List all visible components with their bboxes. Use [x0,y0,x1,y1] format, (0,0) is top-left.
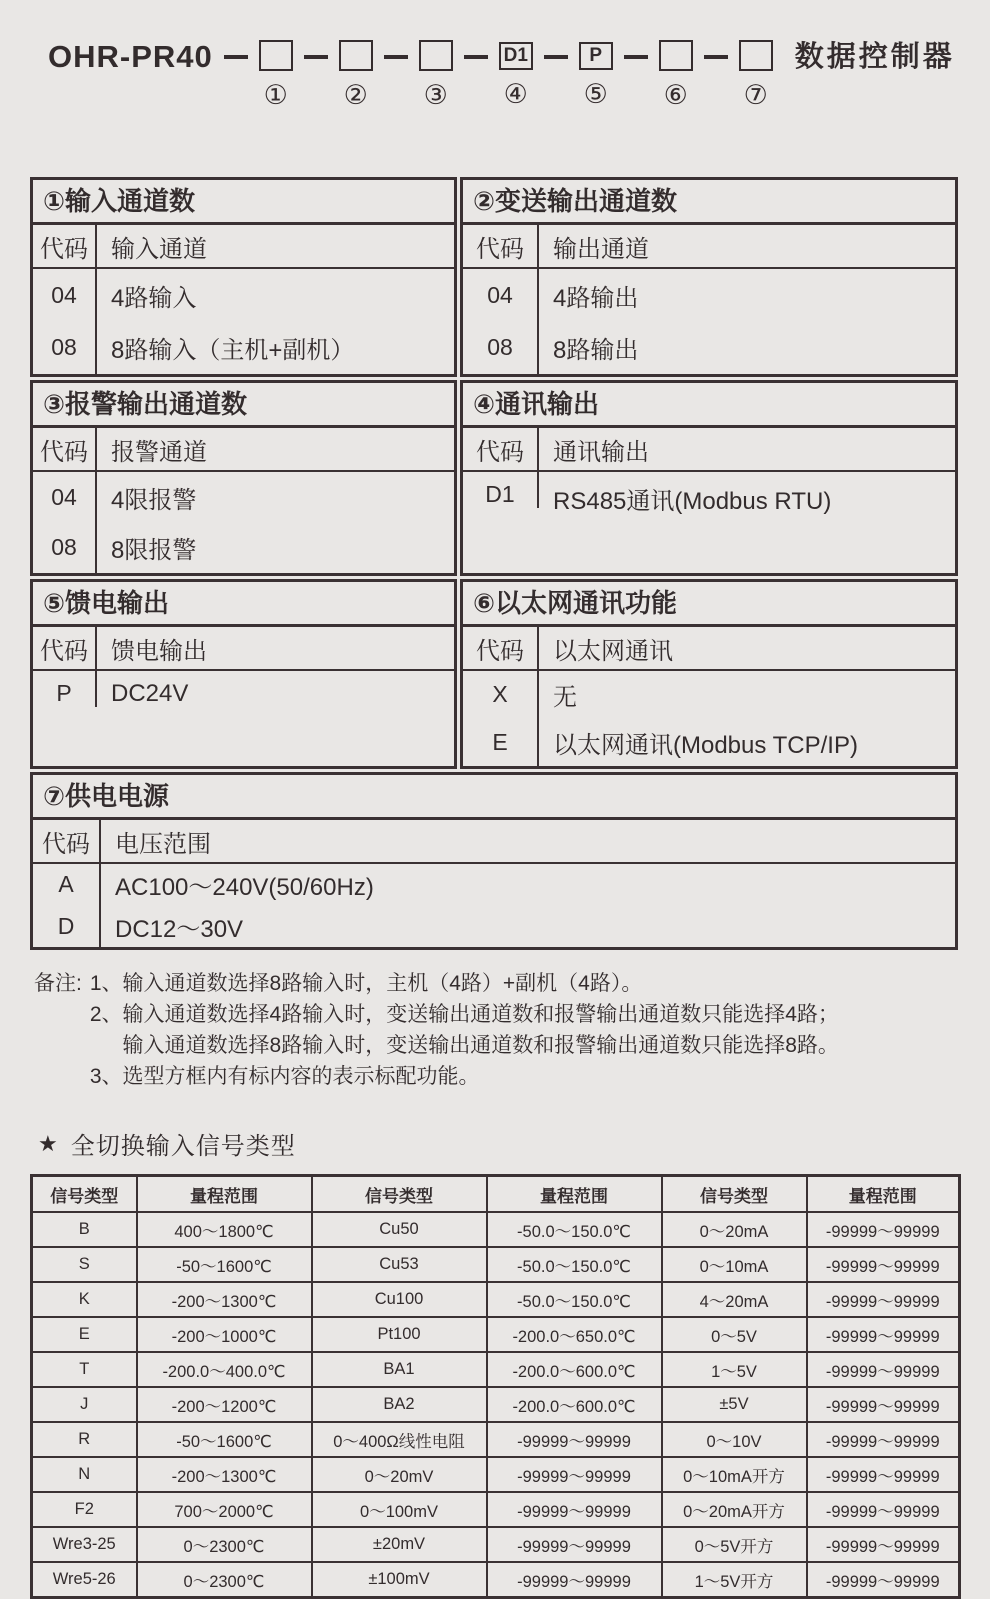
section-col-header: 电压范围 [115,830,211,858]
section-data-row [463,269,955,322]
section-title: ⑥以太网通讯功能 [463,582,955,627]
section [460,380,958,576]
signal-cell: -99999～99999 [487,1492,662,1527]
option-code: E [463,719,539,767]
section-col-header: 以太网通讯 [553,637,673,665]
signal-cell: -99999～99999 [807,1317,960,1352]
signal-cell: Wre5-26 [32,1562,137,1598]
signal-cell: 0～20mA开方 [662,1492,807,1527]
table-row [32,1457,960,1492]
signal-cell: -200.0～600.0℃ [487,1352,662,1387]
option-code: P [33,671,97,707]
section-body [463,269,955,374]
section-code-header: 代码 [33,225,97,267]
star-icon: ★ [38,1130,59,1156]
section-col-header: 输入通道 [111,235,207,263]
signal-cell: T [32,1352,137,1387]
signal-header-cell: 量程范围 [137,1176,312,1213]
section-title: ⑦供电电源 [33,775,955,820]
section-data-row [463,719,955,767]
section-code-header: 代码 [463,627,539,669]
signal-cell: 1～5V [662,1352,807,1387]
model-slot [373,40,453,109]
model-box-column [259,40,293,109]
signal-cell: Wre3-25 [32,1527,137,1562]
model-box-column [419,40,453,109]
signal-cell: -200.0～600.0℃ [487,1387,662,1422]
section-body [33,472,454,573]
signal-cell: -99999～99999 [487,1422,662,1457]
section-code-header: 代码 [33,820,101,862]
note-line: 输入通道数选择4路输入时，变送输出通道数和报警输出通道数只能选择4路； [122,1003,839,1026]
model-box-empty [659,40,693,71]
signal-header-cell: 信号类型 [662,1176,807,1213]
signal-cell: -200～1300℃ [137,1282,312,1317]
note-number: 3、 [89,1065,123,1088]
section [30,772,958,950]
option-description: 4路输出 [553,284,639,312]
signal-cell: -99999～99999 [807,1352,960,1387]
signal-cell: J [32,1387,137,1422]
option-description: 8路输出 [553,337,639,365]
signal-cell: -99999～99999 [807,1457,960,1492]
model-box-filled: P [579,42,613,70]
signal-cell: -99999～99999 [807,1247,960,1282]
section-header-row [463,225,955,269]
section [460,177,958,377]
section-data-row [33,269,454,322]
signal-cell: -50.0～150.0℃ [487,1282,662,1317]
signal-cell: -99999～99999 [807,1387,960,1422]
note-number: 2、 [89,1003,123,1026]
option-description: 无 [553,684,577,712]
option-code: 04 [33,472,97,523]
section-code-header: 代码 [33,428,97,470]
section-header-row [33,225,454,269]
model-slot [213,40,293,109]
option-code: X [463,671,539,719]
signal-cell: Cu50 [312,1212,487,1247]
table-row [32,1492,960,1527]
section-code-header: 代码 [463,428,539,470]
option-description: 8限报警 [111,537,197,565]
section-data-row [33,322,454,375]
slot-number: ⑦ [743,80,768,110]
dash-icon [304,55,328,59]
option-code: 04 [33,269,97,322]
signal-cell: 0～10mA开方 [662,1457,807,1492]
section-body [33,269,454,374]
slot-number: ③ [423,80,448,110]
section [460,579,958,769]
signal-section-title [38,1126,296,1161]
dash-icon [224,55,248,59]
dash-icon [464,55,488,59]
signal-cell: -99999～99999 [487,1527,662,1562]
section-body [463,472,955,573]
model-slot [453,40,533,109]
model-box-filled: D1 [499,42,533,70]
model-box-column [339,40,373,109]
signal-cell: 0～100mV [312,1492,487,1527]
signal-header-row [32,1176,960,1213]
table-row [32,1387,960,1422]
slot-number: ⑥ [663,80,688,110]
signal-cell: B [32,1212,137,1247]
dash-icon [704,55,728,59]
signal-title-text: 全切换输入信号类型 [70,1133,296,1160]
option-description: RS485通讯(Modbus RTU) [553,488,832,515]
slot-number: ⑤ [583,79,608,109]
signal-table-body [32,1212,960,1598]
section-header-row [33,627,454,671]
model-slots [213,40,773,109]
signal-cell: 1～5V开方 [662,1562,807,1598]
model-prefix: OHR-PR40 [48,39,213,74]
signal-cell: BA1 [312,1352,487,1387]
note-lines [123,968,643,999]
model-box-column [659,40,693,109]
option-code: 08 [463,322,539,375]
dash-icon [384,55,408,59]
signal-cell: ±5V [662,1387,807,1422]
selection-grid [30,177,958,950]
section-header-row [33,820,955,864]
signal-cell: -50.0～150.0℃ [487,1247,662,1282]
option-code: D1 [463,472,539,508]
signal-cell: -99999～99999 [487,1562,662,1598]
signal-cell: 700～2000℃ [137,1492,312,1527]
section-title: ⑤馈电输出 [33,582,454,627]
signal-cell: -50.0～150.0℃ [487,1212,662,1247]
model-box-empty [259,40,293,71]
model-box-column [579,40,613,108]
signal-header-cell: 信号类型 [32,1176,137,1213]
section-data-row [463,472,955,573]
dash-icon [624,55,648,59]
section-header-row [463,627,955,671]
signal-cell: Cu100 [312,1282,487,1317]
signal-cell: Pt100 [312,1317,487,1352]
section-title: ②变送输出通道数 [463,180,955,225]
section-header-row [33,428,454,472]
option-description: 4限报警 [111,486,197,514]
note-number: 1、 [89,972,123,995]
option-code: A [33,864,101,906]
section-data-row [463,322,955,375]
section-code-header: 代码 [33,627,97,669]
model-slot [613,40,693,109]
signal-cell: 0～20mA [662,1212,807,1247]
model-box-column [499,40,533,108]
note-lines [123,1061,480,1092]
model-slot [293,40,373,109]
signal-cell: 0～5V开方 [662,1527,807,1562]
signal-cell: 0～20mV [312,1457,487,1492]
signal-cell: 0～10mA [662,1247,807,1282]
section-col-header: 通讯输出 [553,438,649,466]
signal-cell: ±100mV [312,1562,487,1598]
signal-cell: ±20mV [312,1527,487,1562]
signal-cell: -99999～99999 [807,1212,960,1247]
slot-number: ② [343,80,368,110]
model-slot [693,40,773,109]
signal-cell: 0～10V [662,1422,807,1457]
table-row [32,1527,960,1562]
notes [34,968,964,1092]
section-title: ④通讯输出 [463,383,955,428]
signal-cell: F2 [32,1492,137,1527]
signal-cell: 0～2300℃ [137,1562,312,1598]
signal-cell: -99999～99999 [807,1562,960,1598]
table-row [32,1317,960,1352]
signal-cell: -99999～99999 [807,1282,960,1317]
section-data-row [33,523,454,574]
section-data-row [33,906,955,948]
signal-header-cell: 量程范围 [487,1176,662,1213]
signal-cell: E [32,1317,137,1352]
option-description: 4路输入 [111,284,197,312]
signal-table-head [32,1176,960,1213]
model-box-empty [739,40,773,71]
section-header-row [463,428,955,472]
slot-number: ① [263,80,288,110]
model-box-empty [419,40,453,71]
note-item [90,1061,839,1092]
note-item [90,968,839,999]
note-item [90,999,839,1061]
datasheet-page [0,40,990,1596]
signal-cell: -99999～99999 [487,1457,662,1492]
option-code: D [33,906,101,948]
section [30,380,457,576]
signal-cell: -99999～99999 [807,1422,960,1457]
signal-cell: 0～400Ω线性电阻 [312,1422,487,1457]
section-col-header: 输出通道 [553,235,649,263]
signal-cell: -99999～99999 [807,1492,960,1527]
section [30,579,457,769]
signal-cell: -200～1300℃ [137,1457,312,1492]
notes-label: 备注: [34,972,82,995]
table-row [32,1352,960,1387]
table-row [32,1562,960,1598]
signal-cell: -200～1000℃ [137,1317,312,1352]
section-data-row [33,864,955,906]
signal-header-cell: 信号类型 [312,1176,487,1213]
signal-cell: -50～1600℃ [137,1422,312,1457]
signal-cell: Cu53 [312,1247,487,1282]
signal-cell: -99999～99999 [807,1527,960,1562]
signal-cell: R [32,1422,137,1457]
table-row [32,1212,960,1247]
signal-cell: -50～1600℃ [137,1247,312,1282]
option-description: 以太网通讯(Modbus TCP/IP) [553,731,858,759]
section-code-header: 代码 [463,225,539,267]
signal-cell: 4～20mA [662,1282,807,1317]
signal-cell: S [32,1247,137,1282]
signal-header-cell: 量程范围 [807,1176,960,1213]
section [30,177,457,377]
slot-number: ④ [503,79,528,109]
section-body [33,671,454,766]
signal-cell: 0～2300℃ [137,1527,312,1562]
option-code: 08 [33,523,97,574]
notes-items [90,968,839,1092]
model-line [48,40,990,109]
table-row [32,1282,960,1317]
signal-cell: 0～5V [662,1317,807,1352]
signal-cell: BA2 [312,1387,487,1422]
section-data-row [463,671,955,719]
option-description: DC12～30V [115,915,244,943]
note-line: 输入通道数选择8路输入时，变送输出通道数和报警输出通道数只能选择8路。 [122,1034,839,1057]
signal-cell: 400～1800℃ [137,1212,312,1247]
section-data-row [33,472,454,523]
note-line: 输入通道数选择8路输入时，主机（4路）+副机（4路）。 [122,972,643,995]
section-body [463,671,955,766]
signal-cell: -200.0～650.0℃ [487,1317,662,1352]
signal-table [30,1174,961,1599]
model-box-empty [339,40,373,71]
note-lines [123,999,839,1061]
option-code: 04 [463,269,539,322]
section-data-row [33,671,454,766]
section-body [33,864,955,947]
signal-cell: N [32,1457,137,1492]
section-title: ③报警输出通道数 [33,383,454,428]
section-col-header: 馈电输出 [111,637,207,665]
dash-icon [544,55,568,59]
note-line: 选型方框内有标内容的表示标配功能。 [122,1065,480,1088]
option-description: DC24V [111,680,189,707]
option-description: AC100～240V(50/60Hz) [115,874,374,902]
option-description: 8路输入（主机+副机） [111,337,355,365]
table-row [32,1422,960,1457]
option-code: 08 [33,322,97,375]
table-row [32,1247,960,1282]
section-title: ①输入通道数 [33,180,454,225]
product-title: 数据控制器 [794,41,955,73]
signal-cell: -200～1200℃ [137,1387,312,1422]
section-col-header: 报警通道 [111,438,207,466]
signal-cell: -200.0～400.0℃ [137,1352,312,1387]
signal-cell: K [32,1282,137,1317]
model-box-column [739,40,773,109]
model-slot [533,40,613,109]
